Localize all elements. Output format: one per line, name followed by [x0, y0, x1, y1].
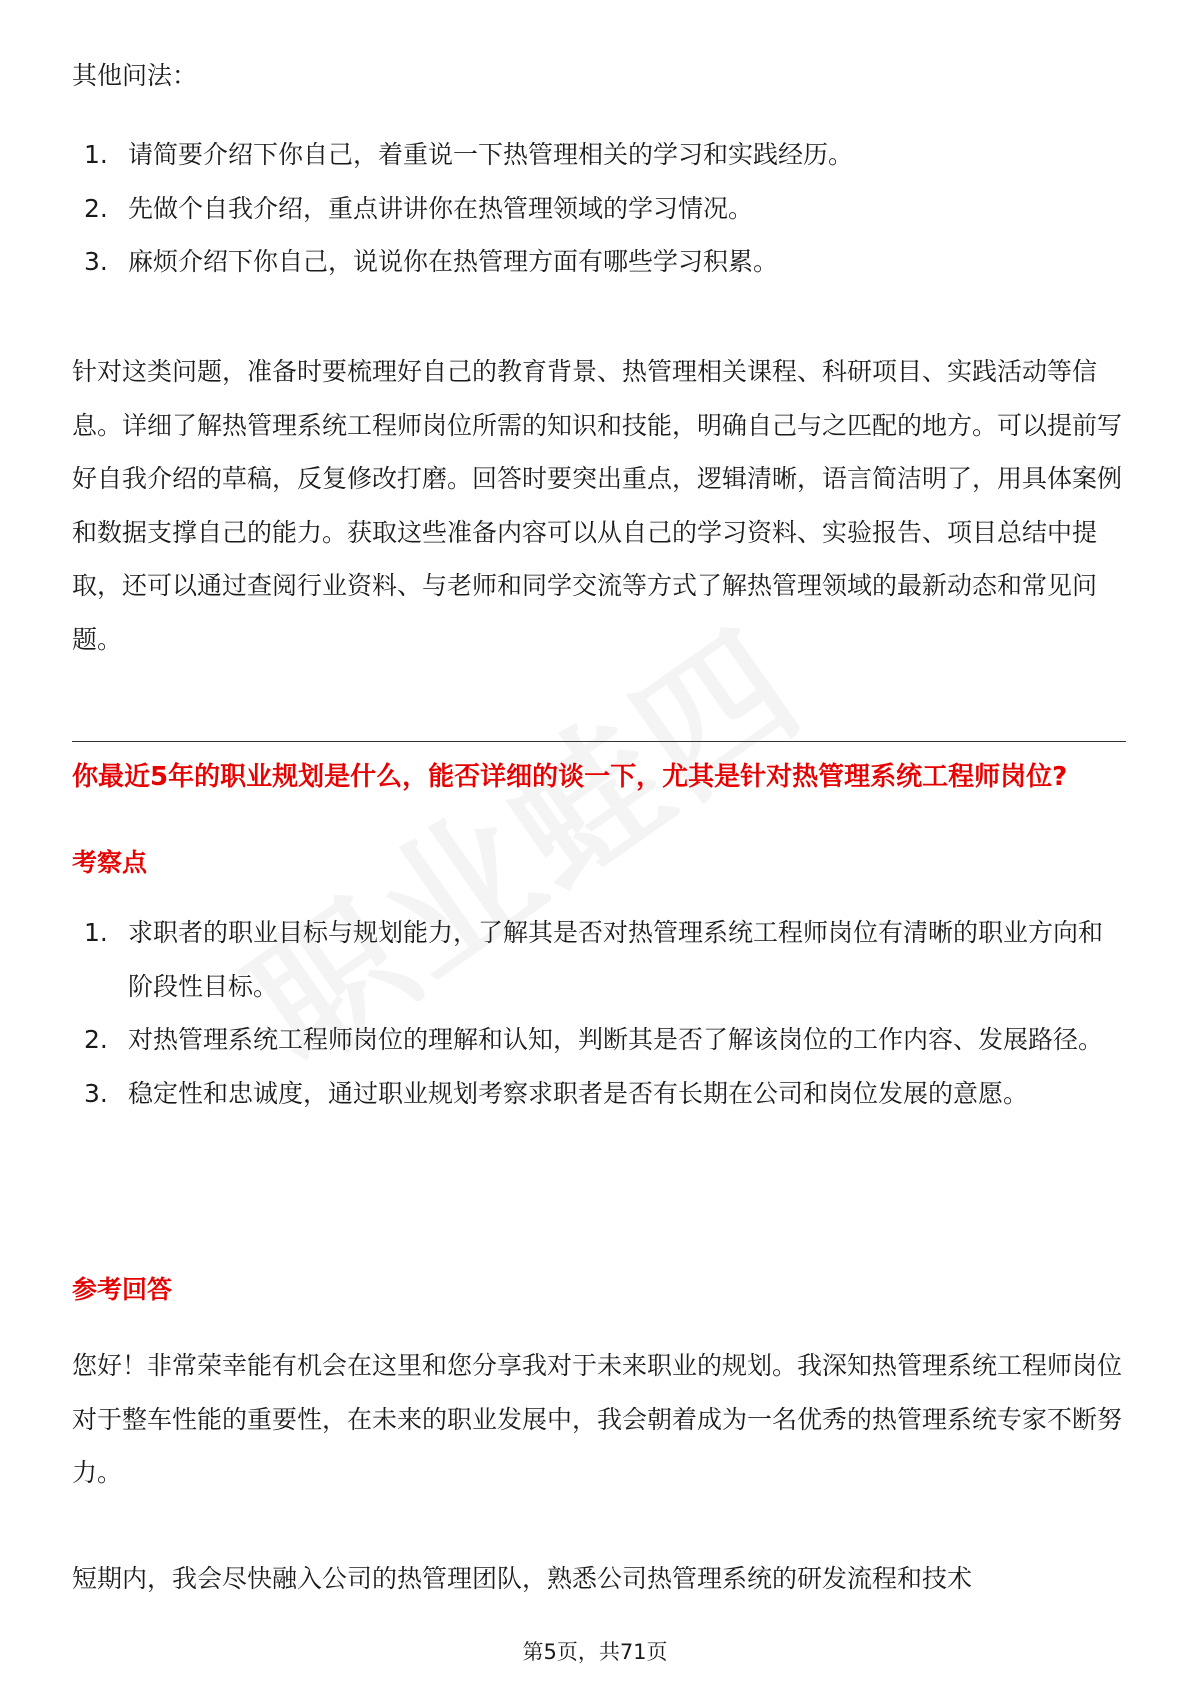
- list-item: [72, 906, 1122, 1013]
- list-text: 稳定性和忠诚度，通过职业规划考察求职者是否有长期在公司和岗位发展的意愿。: [128, 1078, 1029, 1108]
- list-number: 1.: [84, 140, 108, 169]
- list-text: 求职者的职业目标与规划能力，了解其是否对热管理系统工程师岗位有清晰的职业方向和阶段性目标。: [128, 918, 1104, 1001]
- list-number: 2.: [84, 1025, 108, 1054]
- assessment-points-list: [72, 906, 1122, 1120]
- list-number: 1.: [84, 918, 108, 947]
- page-number-footer: 第5页，共71页: [522, 1640, 668, 1664]
- answer-paragraph: 您好！非常荣幸能有机会在这里和您分享我对于未来职业的规划。我深知热管理系统工程师岗位对于整车性能的重要性，在未来的职业发展中，我会朝着成为一名优秀的热管理系统专家不断努力。: [72, 1351, 1123, 1487]
- section-divider: [72, 741, 1126, 742]
- list-text: 先做个自我介绍，重点讲讲你在热管理领域的学习情况。: [128, 193, 754, 223]
- list-text: 请简要介绍下你自己，着重说一下热管理相关的学习和实践经历。: [128, 140, 854, 169]
- alt-questions-list: [72, 128, 1122, 289]
- question-title: 你最近5年的职业规划是什么，能否详细的谈一下，尤其是针对热管理系统工程师岗位?: [72, 762, 1068, 792]
- list-item: [72, 182, 1122, 236]
- answer-paragraph: 短期内，我会尽快融入公司的热管理团队，熟悉公司热管理系统的研发流程和技术: [72, 1564, 973, 1593]
- list-number: 2.: [84, 193, 108, 223]
- list-item: [72, 1013, 1122, 1067]
- list-item: [72, 128, 1122, 182]
- list-item: [72, 235, 1122, 289]
- list-number: 3.: [84, 1078, 108, 1108]
- list-text: 麻烦介绍下你自己，说说你在热管理方面有哪些学习积累。: [128, 247, 779, 276]
- list-number: 3.: [84, 247, 108, 276]
- list-text: 对热管理系统工程师岗位的理解和认知，判断其是否了解该岗位的工作内容、发展路径。: [128, 1025, 1104, 1054]
- intro-label: 其他问法：: [72, 61, 198, 90]
- list-item: [72, 1067, 1122, 1121]
- answer-heading: 参考回答: [72, 1275, 173, 1304]
- assessment-heading: 考察点: [72, 848, 148, 877]
- advice-paragraph: 针对这类问题，准备时要梳理好自己的教育背景、热管理相关课程、科研项目、实践活动等信息。详细了解热管理系统工程师岗位所需的知识和技能，明确自己与之匹配的地方。可以提前写好自我介绍的草稿，反复修改打磨。回答时要突出重点，逻辑清晰，语言简洁明了，用具体案例和数据支撑自己的能力。获取这些准备内容可以从自己的学习资料、实验报告、项目总结中提取，还可以通过查阅行业资料、与老师和同学交流等方式了解热管理领域的最新动态和常见问题。: [72, 357, 1123, 654]
